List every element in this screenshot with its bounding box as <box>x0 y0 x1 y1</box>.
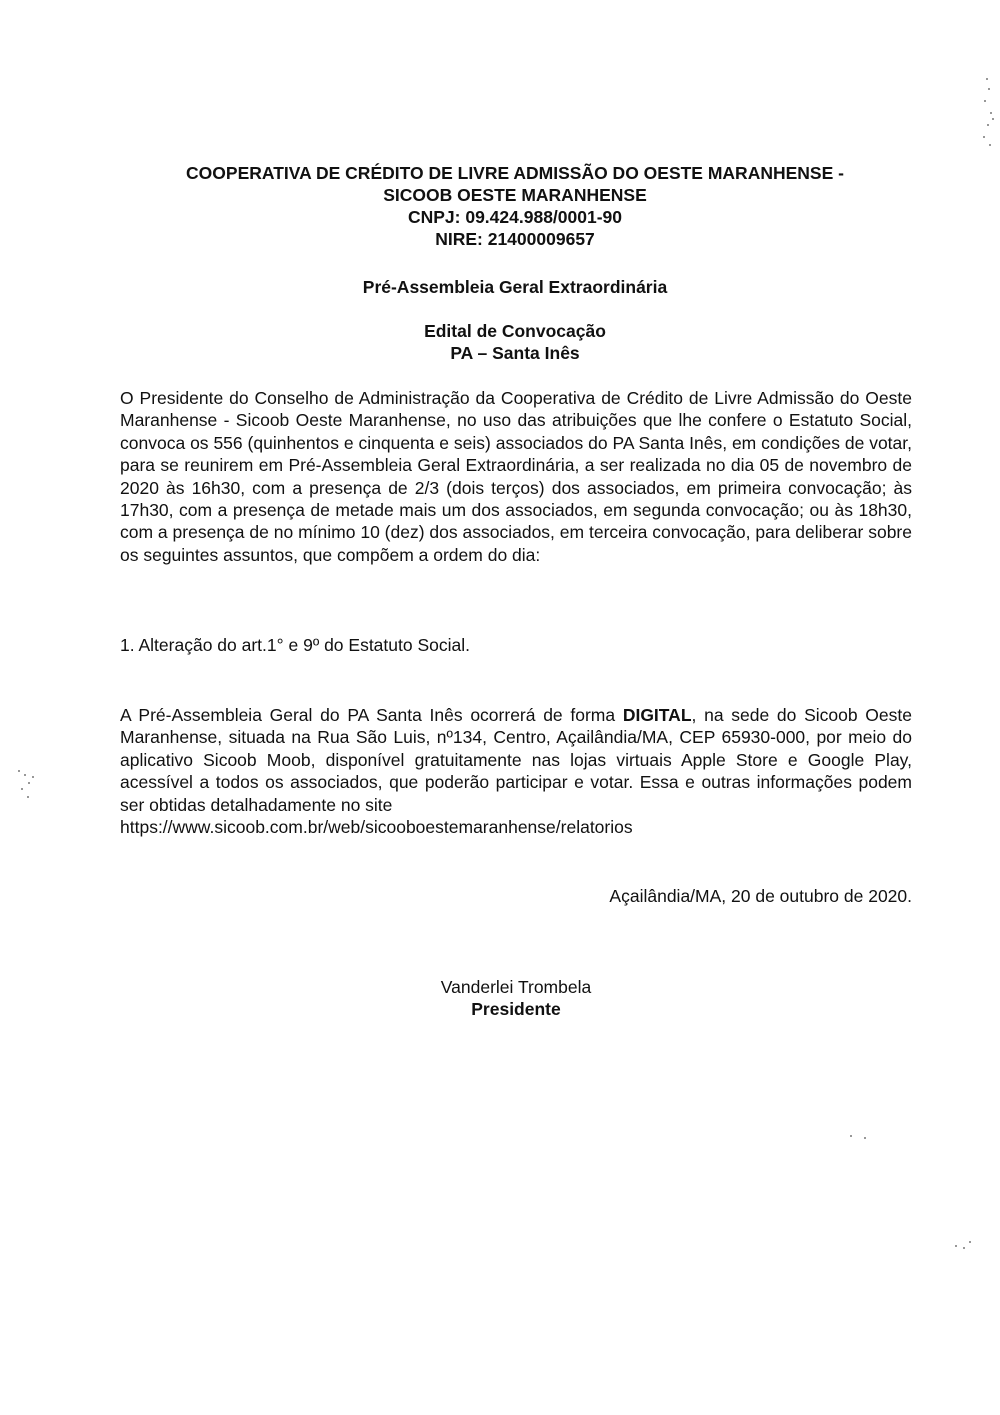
signatory-role: Presidente <box>471 999 561 1019</box>
header-block <box>120 162 910 250</box>
meeting-details-paragraph <box>120 704 912 838</box>
signature-block <box>316 976 716 1020</box>
cooperative-name-line2: SICOOB OESTE MARANHENSE <box>383 185 647 205</box>
place-and-date: Açailândia/MA, 20 de outubro de 2020. <box>609 886 912 906</box>
notice-location: PA – Santa Inês <box>450 343 580 363</box>
notice-heading <box>120 320 910 364</box>
cooperative-name-line1: COOPERATIVA DE CRÉDITO DE LIVRE ADMISSÃO DO OESTE MARANHENSE - <box>186 163 844 183</box>
website-url: https://www.sicoob.com.br/web/sicooboestemaranhense/relatorios <box>120 817 633 838</box>
cnpj-number: CNPJ: 09.424.988/0001-90 <box>407 207 623 227</box>
assembly-title: Pré-Assembleia Geral Extraordinária <box>362 277 668 297</box>
signatory-name: Vanderlei Trombela <box>440 977 592 997</box>
details-text-start: A Pré-Assembleia Geral do PA Santa Inês ocorrerá de forma <box>120 705 623 725</box>
agenda-item: 1. Alteração do art.1° e 9º do Estatuto Social. <box>120 635 470 655</box>
nire-number: NIRE: 21400009657 <box>435 229 595 249</box>
digital-emphasis: DIGITAL <box>622 705 692 725</box>
convocation-paragraph: O Presidente do Conselho de Administração da Cooperativa de Crédito de Livre Admissão do Oeste Maranhense - Sicoob Oeste Maranhense, no uso das atribuições que lhe confere o Estatuto Social, convoca os 556 (quinhentos e cinquenta e seis) associados do PA Santa Inês, em condições de votar, para se reunirem em Pré-Assembleia Geral Extraordinária, a ser realizada no dia 05 de novembro de 2020 às 16h30, com a presença de 2/3 (dois terços) dos associados, em primeira convocação; às 17h30, com a presença de metade mais um dos associados, em segunda convocação; ou às 18h30, com a presença de no mínimo 10 (dez) dos associados, em terceira convocação, para deliberar sobre os seguintes assuntos, que compõem a ordem do dia: <box>120 388 912 565</box>
notice-title: Edital de Convocação <box>424 321 606 341</box>
details-text-end: , na sede do Sicoob Oeste Maranhense, situada na Rua São Luis, nº134, Centro, Açailândia/MA, CEP 65930-000, por meio do aplicativo Sicoob Moob, disponível gratuitamente nas lojas virtuais Apple Store e Google Play, acessível a todos os associados, que poderão participar e votar. Essa e outras informações podem ser obtidas detalhadamente no site <box>120 705 912 815</box>
